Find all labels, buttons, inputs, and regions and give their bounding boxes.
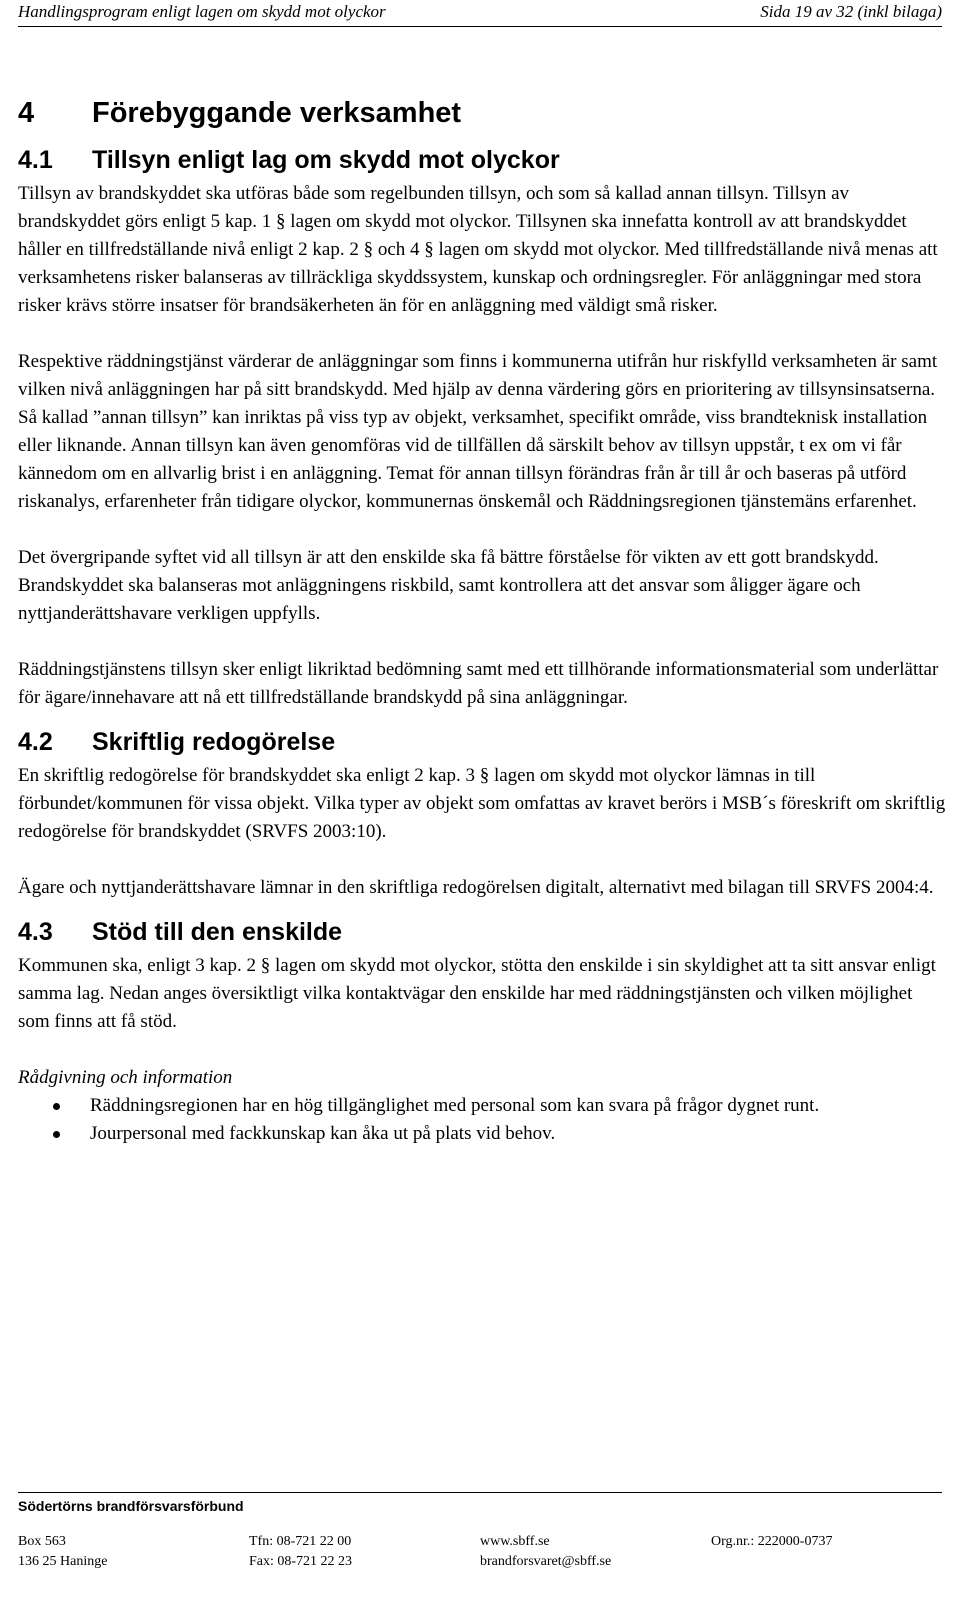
page-footer (18, 1492, 942, 1572)
list-item (18, 1120, 948, 1148)
footer-website: www.sbff.se (480, 1534, 550, 1549)
section-4-2-heading (18, 722, 948, 762)
section-4-1-heading (18, 140, 948, 180)
footer-org-number: Org.nr.: 222000-0737 (711, 1534, 833, 1549)
paragraph: Kommunen ska, enligt 3 kap. 2 § lagen om skydd mot olyckor, stötta den enskilde i sin skyldighet att ta sitt ansvar enligt samma lag. Nedan anges översiktligt vilka kontaktvägar den enskilde har med räddningstjänsten och vilken möjlighet som finns att få stöd. (18, 955, 936, 1032)
footer-row-1 (18, 1532, 942, 1552)
document-title: Handlingsprogram enligt lagen om skydd mot olyckor (18, 2, 386, 21)
section-4-2-number: 4.2 (18, 728, 53, 756)
section-4-2-title: Skriftlig redogörelse (92, 728, 336, 756)
paragraph: Respektive räddningstjänst värderar de anläggningar som finns i kommunerna utifrån hur riskfylld verksamheten är samt vilken nivå anläggningen har på sitt brandskydd. Med hjälp av denna värdering görs en prioritering av tillsynsinsatserna. Så kallad ”annan tillsyn” kan inriktas på viss typ av objekt, verksamhet, specifikt område, viss brandteknisk installation eller liknande. Annan tillsyn kan även genomföras vid de tillfällen då särskilt behov av tillsyn uppstår, t ex om vi får kännedom om en allvarlig brist i en anläggning. Temat för annan tillsyn förändras från år till år och baseras på utförd riskanalys, erfarenheter från tidigare olyckor, kommunernas önskemål och Räddningsregionen tjänstemäns erfarenhet. (18, 351, 938, 512)
paragraph: Tillsyn av brandskyddet ska utföras både som regelbunden tillsyn, och som så kallad annan tillsyn. Tillsyn av brandskyddet görs enligt 5 kap. 1 § lagen om skydd mot olyckor. Tillsynen ska innefatta kontroll av att brandskyddet håller en tillfredställande nivå enligt 2 kap. 2 § och 4 § lagen om skydd mot olyckor. Med tillfredställande nivå menas att verksamhetens risker balanseras av tillräckliga skyddssystem, kunskap och ordningsregler. För anläggningar med stora risker krävs större insatser för brandsäkerheten än för en anläggning med väldigt små risker. (18, 183, 938, 316)
footer-divider (18, 1492, 942, 1493)
paragraph: Det övergripande syftet vid all tillsyn är att den enskilde ska få bättre förståelse för vikten av ett gott brandskydd. Brandskyddet ska balanseras mot anläggningens riskbild, samt kontrollera att det ansvar som åligger ägare och nyttjanderättshavare verkligen uppfylls. (18, 547, 879, 624)
section-4-1-title: Tillsyn enligt lag om skydd mot olyckor (92, 146, 560, 174)
section-4-number: 4 (18, 97, 35, 129)
footer-organization: Södertörns brandförsvarsförbund (18, 1498, 244, 1514)
footer-email: brandforsvaret@sbff.se (480, 1554, 612, 1569)
paragraph: Ägare och nyttjanderättshavare lämnar in den skriftliga redogörelsen digitalt, alternativt med bilagan till SRVFS 2004:4. (18, 877, 934, 898)
section-4-3-number: 4.3 (18, 918, 53, 946)
section-4-1-number: 4.1 (18, 146, 53, 174)
section-4-heading (18, 86, 948, 140)
page-content (18, 86, 948, 1148)
footer-postal: 136 25 Haninge (18, 1554, 108, 1569)
page-number: Sida 19 av 32 (inkl bilaga) (760, 2, 942, 21)
list-item-text: Jourpersonal med fackkunskap kan åka ut på plats vid behov. (90, 1123, 556, 1144)
paragraph: En skriftlig redogörelse för brandskyddet ska enligt 2 kap. 3 § lagen om skydd mot olyckor lämnas in till förbundet/kommunen för vissa objekt. Vilka typer av objekt som omfattas av kravet berörs i MSB´s föreskrift om skriftlig redogörelse för brandskyddet (SRVFS 2003:10). (18, 765, 946, 842)
footer-row-2 (18, 1552, 942, 1572)
section-4-3-title: Stöd till den enskilde (92, 918, 343, 946)
subheading: Rådgivning och information (18, 1067, 233, 1088)
footer-phone: Tfn: 08-721 22 00 (249, 1534, 352, 1549)
bullet-list (18, 1092, 948, 1148)
section-4-title: Förebyggande verksamhet (92, 97, 462, 129)
section-4-3-heading (18, 912, 948, 952)
bullet-icon (53, 1103, 60, 1110)
footer-fax: Fax: 08-721 22 23 (249, 1554, 353, 1569)
bullet-icon (53, 1131, 60, 1138)
list-item (18, 1092, 948, 1120)
paragraph: Räddningstjänstens tillsyn sker enligt likriktad bedömning samt med ett tillhörande informationsmaterial som underlättar för ägare/innehavare att nå ett tillfredställande brandskydd på sina anläggningar. (18, 659, 939, 708)
footer-address: Box 563 (18, 1534, 66, 1549)
page-header (18, 0, 942, 27)
list-item-text: Räddningsregionen har en hög tillgänglighet med personal som kan svara på frågor dygnet runt. (90, 1095, 820, 1116)
